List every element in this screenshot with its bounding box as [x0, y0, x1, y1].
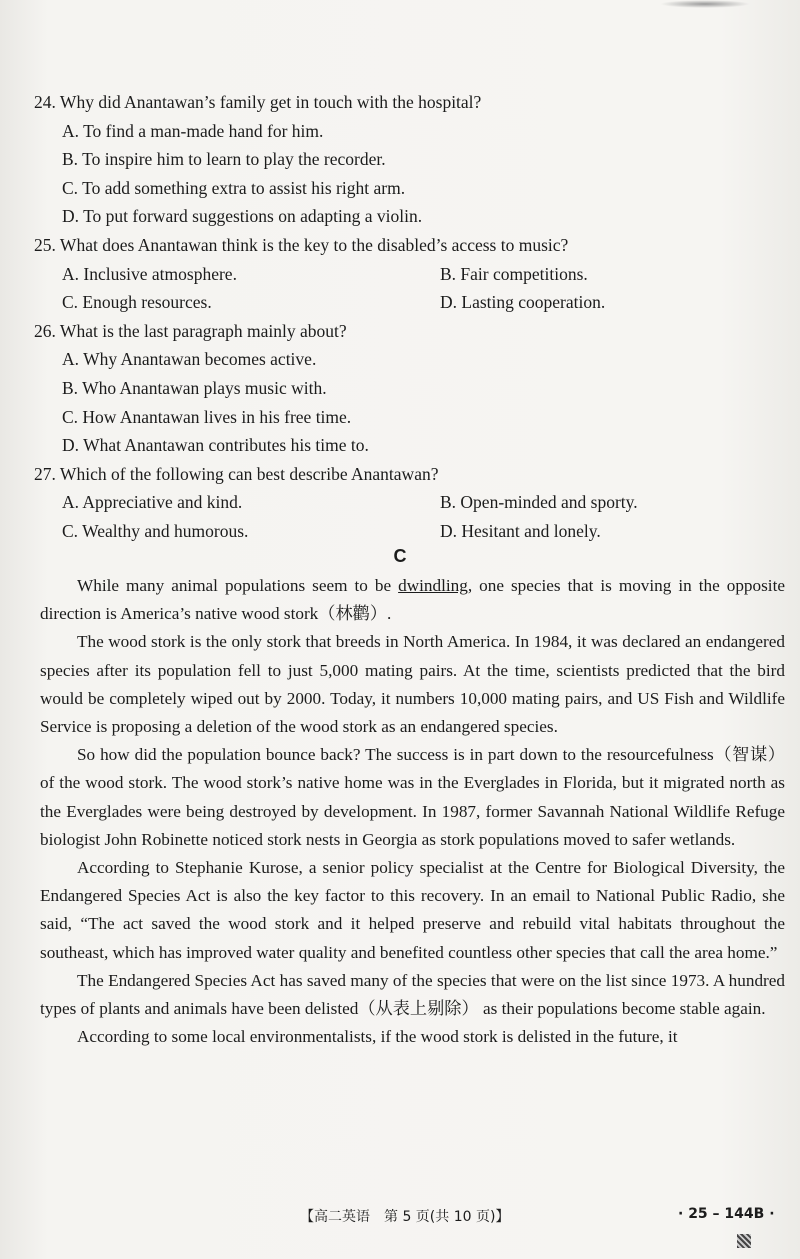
scan-shadow — [660, 0, 750, 8]
question-25-option-d: D. Lasting cooperation. — [440, 292, 606, 313]
question-26-option-b: B. Who Anantawan plays music with. — [62, 377, 327, 398]
question-block — [34, 88, 782, 546]
question-25-option-a: A. Inclusive atmosphere. — [62, 263, 237, 284]
question-27-option-a: A. Appreciative and kind. — [62, 492, 243, 513]
question-27-row-1 — [62, 488, 782, 517]
question-26-option-c: C. How Anantawan lives in his free time. — [62, 406, 352, 427]
footer-page-info: 【高二英语 第 5 页(共 10 页)】 — [300, 1209, 510, 1225]
paragraph-1-before: While many animal populations seem to be — [77, 576, 399, 595]
question-24-option-b: B. To inspire him to learn to play the recorder. — [62, 149, 386, 170]
question-26-option-d: D. What Anantawan contributes his time to. — [62, 435, 369, 456]
passage-paragraph-1 — [40, 572, 785, 628]
question-24-option-d: D. To put forward suggestions on adapting a violin. — [62, 206, 423, 227]
question-27-option-d: D. Hesitant and lonely. — [440, 520, 601, 541]
question-25-option-b: B. Fair competitions. — [440, 263, 588, 284]
question-27-option-b: B. Open-minded and sporty. — [440, 492, 638, 513]
question-24-stem: 24. Why did Anantawan’s family get in touch with the hospital? — [34, 92, 482, 112]
question-25-row-2 — [62, 288, 782, 317]
question-27-option-c: C. Wealthy and humorous. — [62, 520, 249, 541]
paragraph-1-after: , one species that is moving in the opposite direction is America’s native wood stork（林鹳）. — [40, 576, 785, 624]
question-26-stem: 26. What is the last paragraph mainly about? — [34, 320, 347, 341]
underlined-word-dwindling: dwindling — [398, 576, 468, 595]
section-c-heading: C — [393, 546, 407, 566]
question-25-option-c: C. Enough resources. — [62, 292, 212, 313]
question-26-option-a: A. Why Anantawan becomes active. — [62, 349, 317, 370]
passage-paragraph-4: According to Stephanie Kurose, a senior policy specialist at the Centre for Biological Diversity, the Endangered Species Act is also the key factor to this recovery. In an email to National Public Radio, she said, “The act saved the wood stork and it helped preserve and rebuild vital habitats throughout the southeast, which has improved water quality and benefited countless other species that call the area home.” — [40, 858, 785, 962]
question-25-stem: 25. What does Anantawan think is the key to the disabled’s access to music? — [34, 234, 569, 255]
scanner-qr-icon — [737, 1234, 751, 1248]
question-24-option-c: C. To add something extra to assist his right arm. — [62, 177, 406, 198]
passage-paragraph-5: The Endangered Species Act has saved many of the species that were on the list since 1973. A hundred types of plants and animals have been delisted（从表上剔除） as their populations become stable again. — [40, 970, 785, 1019]
question-27-row-2 — [62, 517, 782, 546]
question-24-option-a: A. To find a man-made hand for him. — [62, 120, 324, 141]
passage-paragraph-2: The wood stork is the only stork that breeds in North America. In 1984, it was declared an endangered species after its population fell to just 5,000 mating pairs. At the time, scientists predicted that the bird would be completely wiped out by 2000. Today, it numbers 10,000 mating pairs, and US Fish and Wildlife Service is proposing a deletion of the wood stork as an endangered species. — [40, 632, 785, 737]
footer-exam-code: · 25 – 144B · — [678, 1206, 775, 1222]
passage-paragraph-6: According to some local environmentalists, if the wood stork is delisted in the future, it — [77, 1027, 678, 1047]
question-27-stem: 27. Which of the following can best describe Anantawan? — [34, 463, 439, 484]
question-25-row-1 — [62, 260, 782, 289]
passage-c — [40, 572, 785, 1051]
passage-paragraph-3: So how did the population bounce back? The success is in part down to the resourcefulness（智谋） of the wood stork. The wood stork’s native home was in the Everglades in Florida, but it migrated north as the Everglades were being destroyed by development. In 1987, former Savannah National Wildlife Refuge biologist John Robinette noticed stork nests in Georgia as stork populations moved to safer wetlands. — [40, 745, 785, 849]
